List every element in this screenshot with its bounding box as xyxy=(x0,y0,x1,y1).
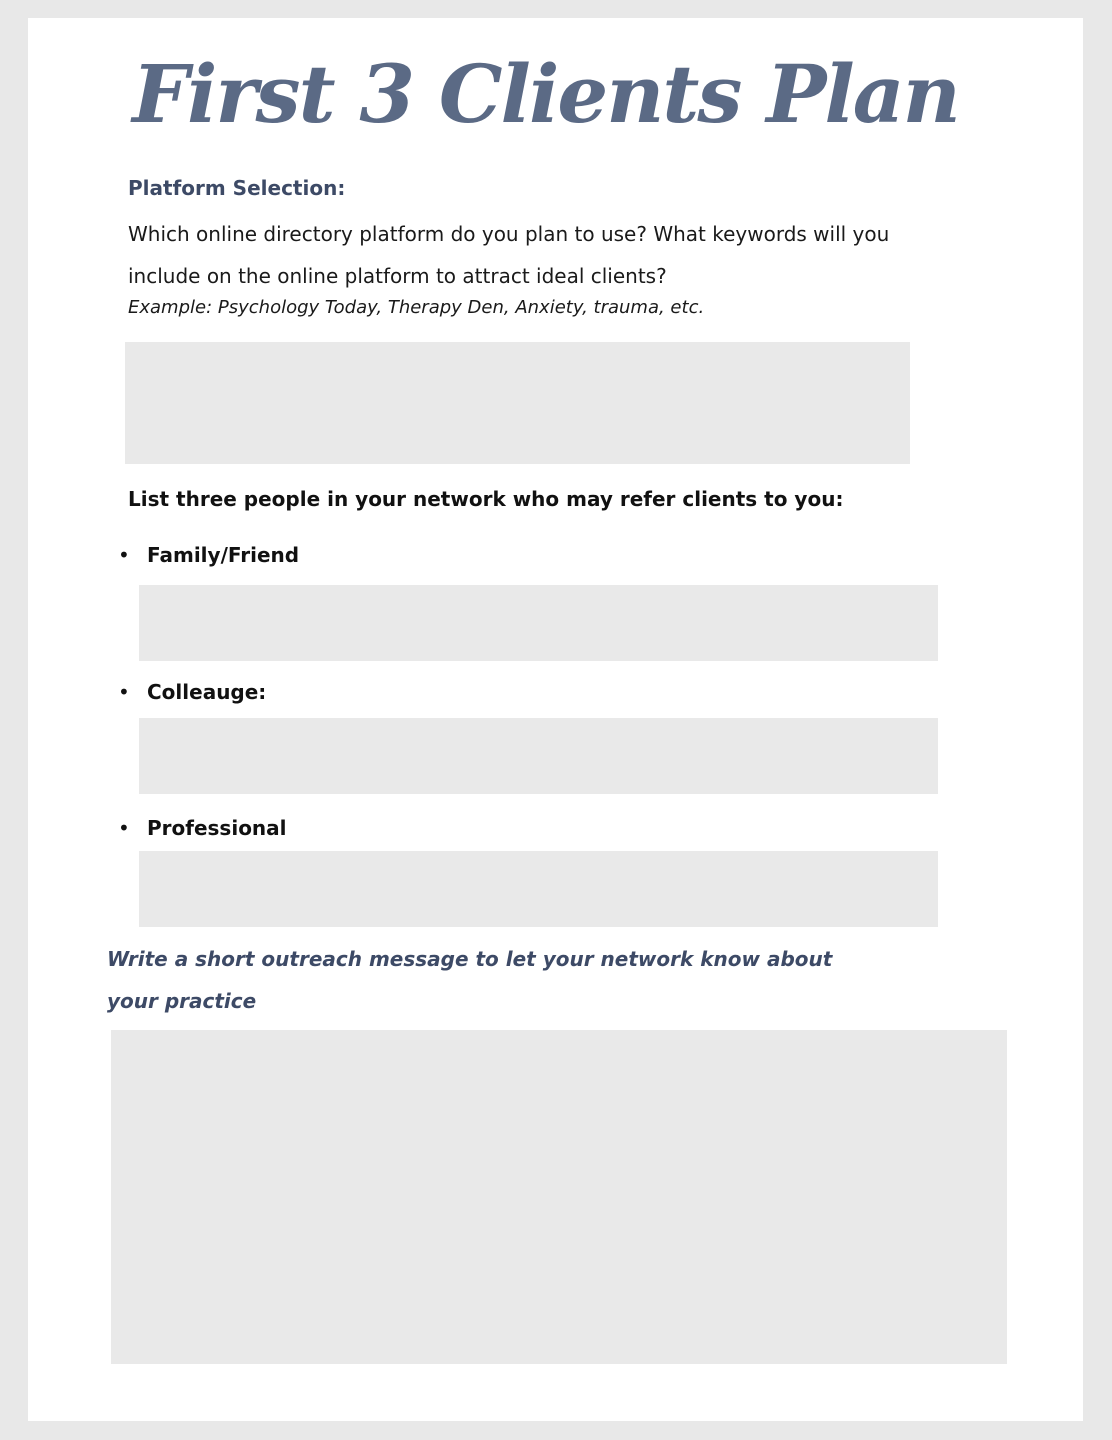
platform-example: Example: Psychology Today, Therapy Den, Anxiety, trauma, etc. xyxy=(128,297,705,318)
professional-answer-field[interactable] xyxy=(139,851,938,927)
colleague-label: Colleauge: xyxy=(147,680,267,704)
worksheet-page xyxy=(28,18,1083,1421)
professional-label: Professional xyxy=(147,816,287,840)
bullet-icon: • xyxy=(118,543,130,567)
colleague-answer-field[interactable] xyxy=(139,718,938,794)
network-heading: List three people in your network who may refer clients to you: xyxy=(128,487,844,511)
page-title: First 3 Clients Plan xyxy=(132,47,959,141)
family-friend-answer-field[interactable] xyxy=(139,585,938,661)
outreach-heading: Write a short outreach message to let your network know about your practice xyxy=(107,947,833,1013)
platform-section-label: Platform Selection: xyxy=(128,176,346,200)
family-friend-label: Family/Friend xyxy=(147,543,300,567)
platform-answer-field[interactable] xyxy=(125,342,910,464)
bullet-icon: • xyxy=(118,816,130,840)
platform-question: Which online directory platform do you plan to use? What keywords will you include on the online platform to attract ideal clients? xyxy=(128,222,890,288)
bullet-icon: • xyxy=(118,680,130,704)
outreach-message-field[interactable] xyxy=(111,1030,1007,1364)
